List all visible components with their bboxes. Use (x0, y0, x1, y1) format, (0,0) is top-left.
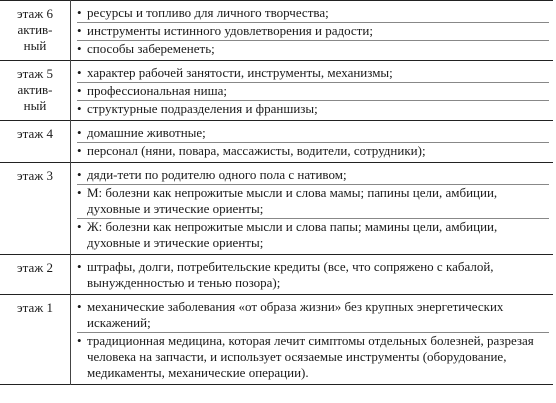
stage-cell (0, 121, 71, 163)
stage-cell (0, 61, 71, 121)
list-item (77, 41, 549, 58)
list-item-text: способы забеременеть; (87, 41, 215, 56)
items-cell (71, 163, 554, 255)
list-item-text: структурные подразделения и франшизы; (87, 101, 318, 116)
items-cell (71, 121, 554, 163)
bullet-icon: • (77, 101, 82, 116)
list-item-text: ресурсы и топливо для личного творчества; (87, 5, 329, 20)
stage-label: ный (23, 38, 47, 53)
list-item (77, 185, 549, 219)
stage-cell (0, 255, 71, 295)
stage-label: этаж 4 (17, 126, 53, 141)
list-item (77, 299, 549, 333)
bullet-icon: • (77, 143, 82, 158)
list-item-text: традиционная медицина, которая лечит симптомы отдельных болезней, разрезая человека на запчасти, и использует осязаемые инструменты (оборудование, медикаменты, механические операции). (87, 333, 534, 380)
list-item-text: характер рабочей занятости, инструменты, механизмы; (87, 65, 393, 80)
stage-label: этаж 6 (17, 6, 53, 21)
bullet-icon: • (77, 167, 82, 182)
table-row (0, 255, 553, 295)
list-item (77, 125, 549, 143)
list-item-text: профессиональная ниша; (87, 83, 227, 98)
bullet-icon: • (77, 5, 82, 20)
stage-label: этаж 2 (17, 260, 53, 275)
list-item (77, 101, 549, 118)
list-item (77, 83, 549, 101)
stage-cell (0, 295, 71, 385)
list-item-text: персонал (няни, повара, массажисты, водители, сотрудники); (87, 143, 426, 158)
items-cell (71, 61, 554, 121)
table-row (0, 295, 553, 385)
floors-table-body (0, 1, 553, 385)
list-item (77, 219, 549, 252)
bullet-icon: • (77, 41, 82, 56)
bullet-icon: • (77, 65, 82, 80)
table-row (0, 163, 553, 255)
list-item (77, 5, 549, 23)
stage-cell (0, 1, 71, 61)
bullet-icon: • (77, 333, 82, 348)
stage-label: ный (23, 98, 47, 113)
table-row (0, 61, 553, 121)
items-cell (71, 295, 554, 385)
stage-label: этаж 5 (17, 66, 53, 81)
stage-label: этаж 3 (17, 168, 53, 183)
bullet-icon: • (77, 259, 82, 274)
bullet-icon: • (77, 83, 82, 98)
list-item-text: Ж: болезни как непрожитые мысли и слова папы; мамины цели, амбиции, духовные и этические ориенты; (87, 219, 498, 250)
stage-label: актив- (17, 82, 53, 97)
list-item-text: инструменты истинного удовлетворения и радости; (87, 23, 373, 38)
list-item-text: штрафы, долги, потребительские кредиты (все, что сопряжено с кабалой, вынужденностью и тенью позора); (87, 259, 494, 290)
list-item (77, 167, 549, 185)
list-item-text: дяди-тети по родителю одного пола с нативом; (87, 167, 347, 182)
list-item (77, 259, 549, 292)
bullet-icon: • (77, 185, 82, 200)
list-item (77, 333, 549, 382)
table-row (0, 121, 553, 163)
stage-label: актив- (17, 22, 53, 37)
bullet-icon: • (77, 125, 82, 140)
list-item-text: М: болезни как непрожитые мысли и слова мамы; папины цели, амбиции, духовные и этические ориенты; (87, 185, 498, 216)
list-item (77, 65, 549, 83)
bullet-icon: • (77, 299, 82, 314)
list-item-text: домашние животные; (87, 125, 206, 140)
bullet-icon: • (77, 23, 82, 38)
items-cell (71, 255, 554, 295)
stage-cell (0, 163, 71, 255)
items-cell (71, 1, 554, 61)
list-item-text: механические заболевания «от образа жизни» без крупных энергетических искажений; (87, 299, 504, 330)
table-row (0, 1, 553, 61)
stage-label: этаж 1 (17, 300, 53, 315)
bullet-icon: • (77, 219, 82, 234)
list-item (77, 23, 549, 41)
list-item (77, 143, 549, 160)
